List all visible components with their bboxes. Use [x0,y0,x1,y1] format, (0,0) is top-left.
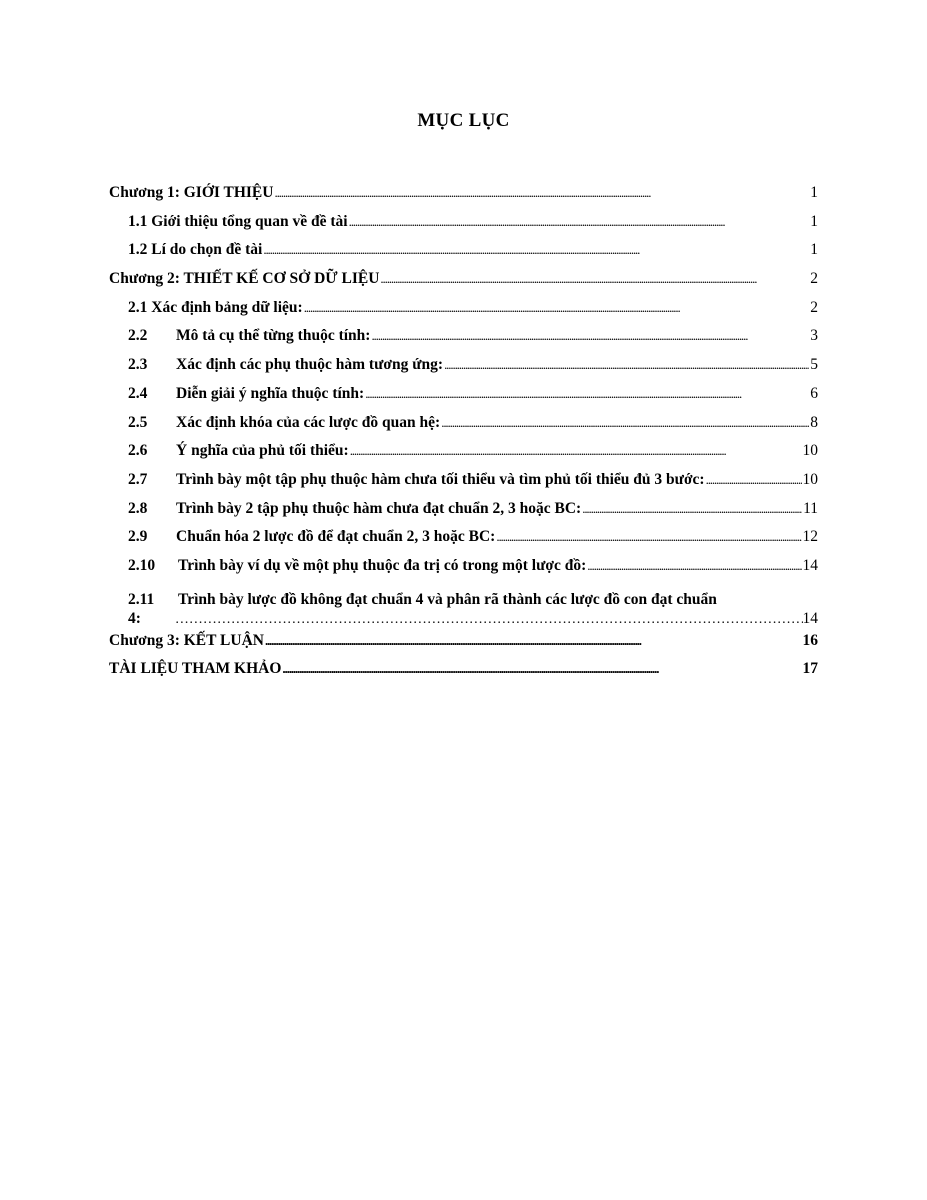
toc-entry-text: Xác định các phụ thuộc hàm tương ứng: [176,356,444,374]
dot-leader [380,270,809,288]
toc-section-number: 2.9 [128,528,148,546]
toc-entry-text: Trình bày ví dụ về một phụ thuộc đa trị có trong một lược đồ: [178,556,587,574]
toc-page-number: 1 [810,241,818,259]
toc-entry-text: Trình bày một tập phụ thuộc hàm chưa tối thiểu và tìm phủ tối thiểu đủ 3 bước: [176,470,705,488]
toc-entry-text: Chương 1: GIỚI THIỆU [109,184,274,201]
toc-page-number: 14 [802,556,818,574]
toc-entry-2-5[interactable] [109,414,818,443]
dot-leader [441,414,809,432]
toc-entry-2-2[interactable] [109,327,818,356]
toc-page-number: 14 [802,609,818,627]
toc-entry-1-2[interactable] [109,241,818,270]
dot-leader [274,184,809,202]
toc-entry-chapter-2[interactable] [109,270,818,299]
toc-entry-text: Mô tả cụ thể từng thuộc tính: [176,327,371,345]
dot-leader [371,327,809,345]
toc-entry-continuation: 4: [128,609,141,627]
toc-entry-chapter-1[interactable] [109,184,818,213]
toc-entry-2-8[interactable] [109,500,818,529]
toc-page-number: 6 [810,384,818,402]
toc-page-number: 12 [802,528,818,546]
toc-section-number: 2.10 [128,556,156,574]
toc-entry-chapter-3[interactable] [109,632,818,661]
toc-page-number: 10 [802,442,818,460]
toc-entry-text: Diễn giải ý nghĩa thuộc tính: [176,384,365,402]
toc-entry-text: 1.1 Giới thiệu tổng quan về đề tài [128,212,348,230]
toc-page-number: 1 [810,212,818,230]
toc-entry-2-1[interactable] [109,299,818,328]
toc-entry-text: Trình bày 2 tập phụ thuộc hàm chưa đạt chuẩn 2, 3 hoặc BC: [176,499,582,517]
toc-section-number: 2.7 [128,470,148,488]
toc-page-number: 10 [802,470,818,488]
dot-leader [304,299,810,317]
toc-entry-text: Xác định khóa của các lược đồ quan hệ: [176,413,441,431]
toc-section-number: 2.5 [128,413,148,431]
dot-leader [265,632,802,650]
toc-entry-2-11[interactable] [109,586,818,632]
toc-entry-2-4[interactable] [109,385,818,414]
toc-entry-2-10[interactable] [109,557,818,586]
toc-entry-references[interactable] [109,660,818,689]
toc-page-number: 2 [810,298,818,316]
dot-leader [175,609,803,629]
dot-leader [263,241,809,259]
toc-entry-text: TÀI LIỆU THAM KHẢO [109,660,282,678]
toc-entry-text: Trình bày lược đồ không đạt chuẩn 4 và phân rã thành các lược đồ con đạt chuẩn [178,590,717,608]
dot-leader [706,471,802,489]
toc-page-number: 3 [810,327,818,345]
page-title: MỤC LỤC [417,110,510,131]
toc-section-number: 2.2 [128,327,148,345]
toc-entry-text: 1.2 Lí do chọn đề tài [128,241,263,259]
toc-entry-2-3[interactable] [109,356,818,385]
toc-page-number: 1 [810,184,818,201]
toc-page-number: 2 [810,270,818,288]
toc-page-number: 16 [802,631,818,649]
toc-section-number: 2.11 [128,590,155,608]
toc-page-number: 11 [803,499,818,517]
dot-leader [365,385,809,403]
dot-leader [444,356,809,374]
dot-leader [282,660,801,678]
toc-entry-second-line [128,609,818,629]
dot-leader [349,213,810,231]
table-of-contents [109,184,818,689]
toc-page-number: 8 [810,413,818,431]
toc-entry-2-7[interactable] [109,471,818,500]
toc-section-number: 2.8 [128,499,148,517]
toc-section-number: 2.6 [128,442,148,460]
toc-entry-first-line [128,590,818,609]
toc-section-number: 2.4 [128,384,148,402]
dot-leader [496,528,801,546]
toc-entry-text: Chương 2: THIẾT KẾ CƠ SỞ DỮ LIỆU [109,270,380,288]
toc-entry-text: Chuẩn hóa 2 lược đồ để đạt chuẩn 2, 3 hoặc BC: [176,528,496,546]
toc-entry-text: Ý nghĩa của phủ tối thiểu: [176,442,349,460]
toc-page-number: 5 [810,356,818,374]
toc-entry-text: Chương 3: KẾT LUẬN [109,631,264,649]
toc-page-number: 17 [802,660,818,678]
toc-entry-1-1[interactable] [109,213,818,242]
toc-entry-text: 2.1 Xác định bảng dữ liệu: [128,298,303,316]
toc-section-number: 2.3 [128,356,148,374]
dot-leader [582,500,802,518]
toc-entry-2-6[interactable] [109,442,818,471]
toc-entry-2-9[interactable] [109,528,818,557]
dot-leader [350,442,802,460]
dot-leader [587,557,801,575]
